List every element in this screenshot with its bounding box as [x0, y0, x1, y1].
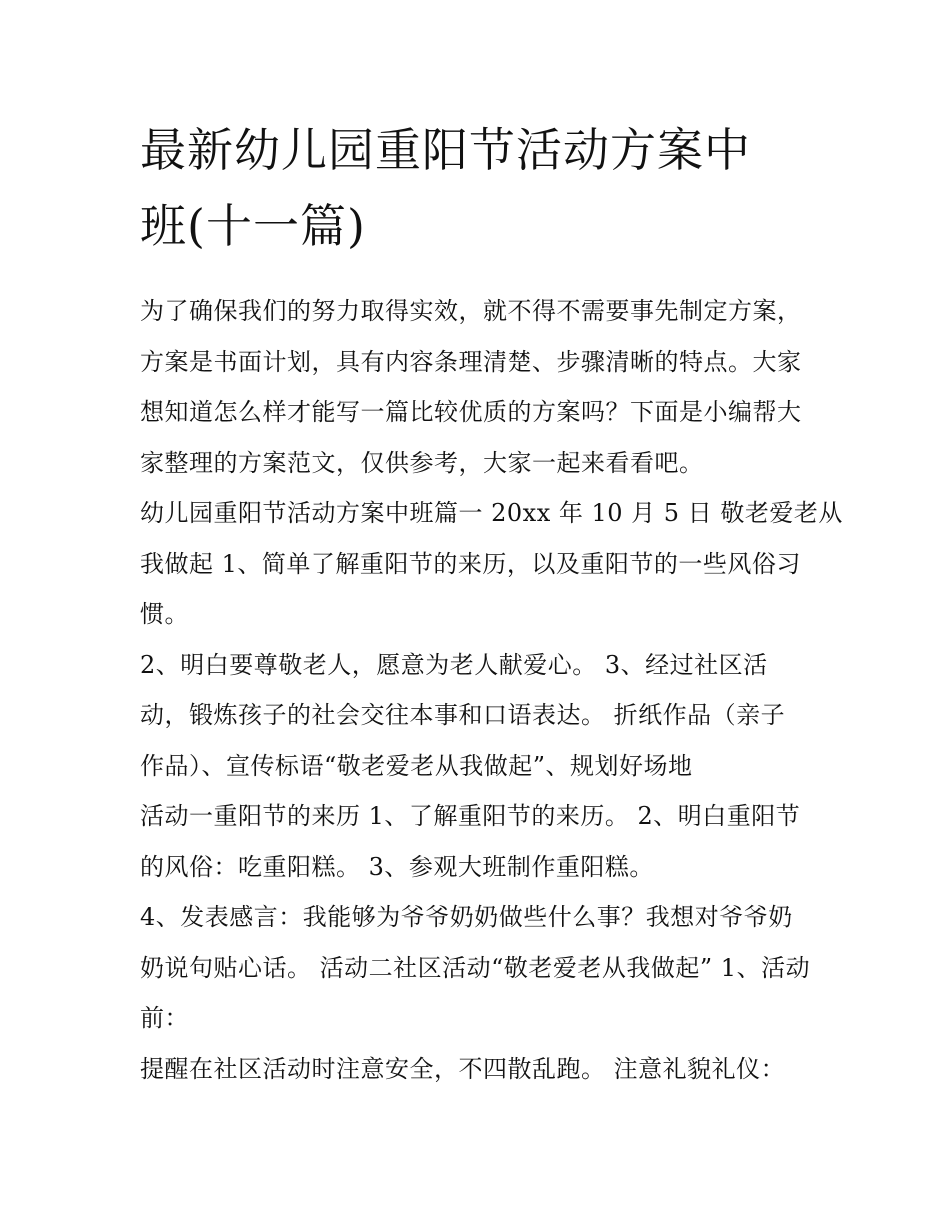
- text-line: 方案是书面计划，具有内容条理清楚、步骤清晰的特点。大家: [140, 347, 802, 376]
- text-line: 惯。: [140, 600, 189, 628]
- paragraph-intro: [140, 286, 820, 488]
- paragraph-safety: [140, 1044, 820, 1095]
- text-line: 提醒在社区活动时注意安全，不四散乱跑。 注意礼貌礼仪：: [140, 1054, 786, 1083]
- paragraph-activity-one: [140, 791, 820, 892]
- document-content: [140, 112, 843, 1094]
- paragraph-activity-two: [140, 892, 820, 1044]
- text-line: 幼儿园重阳节活动方案中班篇一 20xx 年 10 月 5 日 敬老爱老从: [140, 499, 843, 527]
- text-line: 我做起 1、简单了解重阳节的来历，以及重阳节的一些风俗习: [140, 549, 801, 578]
- document-title: [140, 112, 820, 264]
- title-line: 班(十一篇): [140, 199, 366, 253]
- text-line: 想知道怎么样才能写一篇比较优质的方案吗？下面是小编帮大: [140, 398, 802, 426]
- text-line: 奶说句贴心话。 活动二社区活动“敬老爱老从我做起” 1、活动: [140, 953, 811, 982]
- text-line: 的风俗：吃重阳糕。 3、参观大班制作重阳糕。: [140, 852, 654, 881]
- text-line: 作品）、宣传标语“敬老爱老从我做起”、规划好场地: [140, 751, 693, 780]
- paragraph-goals: [140, 640, 820, 792]
- text-line: 2、明白要尊敬老人，愿意为老人献爱心。 3、经过社区活: [140, 650, 768, 679]
- title-line: 最新幼儿园重阳节活动方案中: [140, 123, 751, 177]
- text-line: 活动一重阳节的来历 1、了解重阳节的来历。 2、明白重阳节: [140, 802, 801, 830]
- paragraph-plan-one: [140, 488, 843, 640]
- text-line: 为了确保我们的努力取得实效，就不得不需要事先制定方案，: [140, 297, 802, 325]
- text-line: 家整理的方案范文，仅供参考，大家一起来看看吧。: [140, 448, 704, 477]
- text-line: 前：: [140, 1004, 189, 1032]
- text-line: 动，锻炼孩子的社会交往本事和口语表达。 折纸作品（亲子: [140, 701, 786, 729]
- text-line: 4、发表感言：我能够为爷爷奶奶做些什么事？我想对爷爷奶: [140, 903, 793, 931]
